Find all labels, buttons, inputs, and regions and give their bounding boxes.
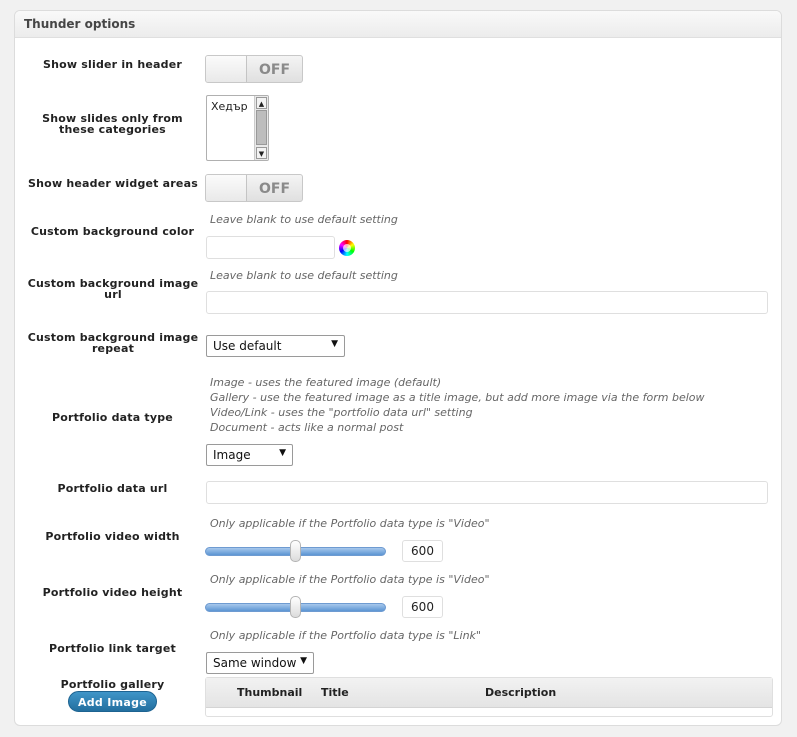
show-widget-areas-label: Show header widget areas [28, 177, 198, 190]
data-type-hint-1: Image - uses the featured image (default) [210, 376, 442, 389]
video-height-hint: Only applicable if the Portfolio data type is "Video" [210, 573, 490, 586]
data-type-select[interactable] [206, 444, 293, 466]
panel-title: Thunder options [15, 11, 781, 38]
chevron-down-icon: ▼ [300, 656, 307, 666]
column-title: Title [321, 686, 349, 699]
selected-value: Use default [213, 339, 282, 353]
listbox-scrollbar[interactable] [254, 96, 268, 160]
selected-value: Image [213, 448, 251, 462]
column-thumbnail: Thumbnail [237, 686, 303, 699]
video-width-label: Portfolio video width [45, 530, 180, 543]
link-target-label: Portfolio link target [49, 642, 176, 655]
chevron-down-icon: ▼ [279, 448, 286, 458]
gallery-table-header [206, 678, 772, 708]
chevron-down-icon: ▼ [331, 339, 338, 349]
data-type-label: Portfolio data type [52, 411, 173, 424]
video-height-label: Portfolio video height [42, 586, 183, 599]
bg-image-url-label: Custom background image url [27, 277, 199, 301]
bg-image-url-hint: Leave blank to use default setting [210, 269, 398, 282]
color-wheel-icon[interactable] [339, 240, 355, 256]
video-width-value[interactable]: 600 [402, 540, 443, 562]
toggle-knob[interactable] [206, 56, 247, 82]
gallery-label: Portfolio gallery [60, 678, 165, 691]
toggle-knob[interactable] [206, 175, 247, 201]
add-image-button[interactable]: Add Image [68, 691, 157, 712]
show-slider-label: Show slider in header [42, 58, 183, 71]
bg-image-repeat-label: Custom background image repeat [27, 331, 199, 355]
video-height-slider[interactable] [205, 603, 386, 612]
slider-handle[interactable] [290, 596, 301, 618]
toggle-state: OFF [258, 62, 291, 78]
scroll-thumb[interactable] [256, 110, 267, 145]
data-type-hint-2: Gallery - use the featured image as a title image, but add more image via the form below [210, 391, 705, 404]
gallery-table [205, 677, 773, 717]
bg-image-repeat-select[interactable] [206, 335, 345, 357]
category-option[interactable]: Хедър [211, 100, 248, 113]
video-height-value[interactable]: 600 [402, 596, 443, 618]
column-description: Description [485, 686, 557, 699]
show-slider-toggle[interactable] [205, 55, 303, 83]
bg-color-label: Custom background color [30, 225, 195, 238]
link-target-hint: Only applicable if the Portfolio data type is "Link" [210, 629, 481, 642]
video-width-hint: Only applicable if the Portfolio data type is "Video" [210, 517, 490, 530]
bg-color-input[interactable] [206, 236, 335, 259]
scroll-up-icon[interactable]: ▲ [256, 97, 267, 109]
show-widget-areas-toggle[interactable] [205, 174, 303, 202]
bg-image-url-input[interactable] [206, 291, 768, 314]
data-type-hint-3: Video/Link - uses the "portfolio data url" setting [210, 406, 473, 419]
bg-color-hint: Leave blank to use default setting [210, 213, 398, 226]
video-width-slider[interactable] [205, 547, 386, 556]
slider-handle[interactable] [290, 540, 301, 562]
selected-value: Same window [213, 656, 297, 670]
link-target-select[interactable] [206, 652, 314, 674]
data-url-input[interactable] [206, 481, 768, 504]
categories-listbox[interactable] [206, 95, 269, 161]
slides-categories-label: Show slides only from these categories [42, 112, 183, 136]
scroll-down-icon[interactable]: ▼ [256, 147, 267, 159]
data-url-label: Portfolio data url [57, 482, 168, 495]
toggle-state: OFF [258, 181, 291, 197]
data-type-hint-4: Document - acts like a normal post [210, 421, 404, 434]
